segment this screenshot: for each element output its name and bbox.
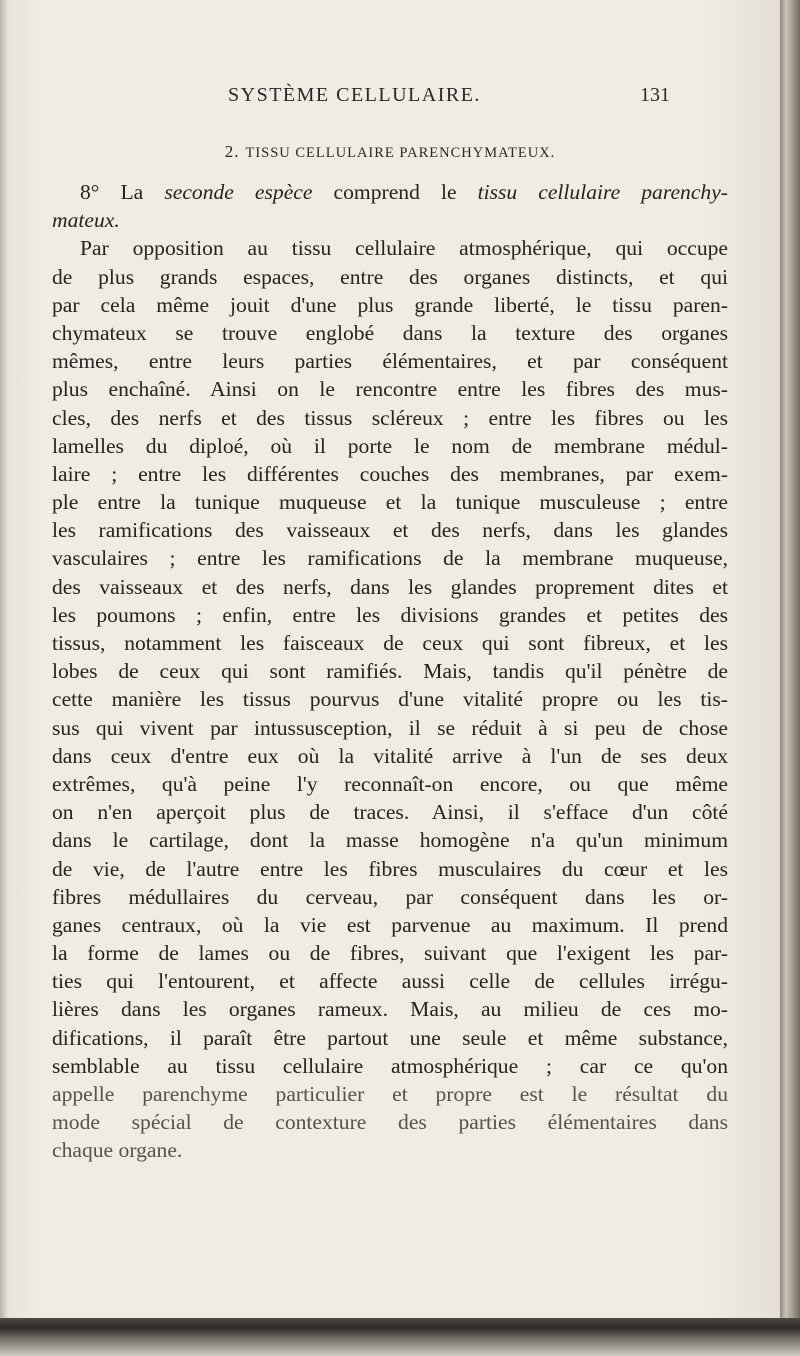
paragraph-line: Par opposition au tissu cellulaire atmosphérique, qui occupe	[80, 236, 728, 261]
paragraph-line: dans le cartilage, dont la masse homogène n'a qu'un minimum	[52, 828, 728, 853]
paragraph-line: extrêmes, qu'à peine l'y reconnaît-on encore, ou que même	[52, 771, 728, 796]
paragraph-line: sus qui vivent par intussusception, il se réduit à si peu de chose	[52, 715, 728, 740]
para1-prefix: 8° La	[80, 180, 165, 204]
paragraph-line: par cela même jouit d'une plus grande liberté, le tissu paren-	[52, 292, 728, 317]
section-number: 2.	[224, 142, 240, 161]
paragraph-line: cette manière les tissus pourvus d'une vitalité propre ou les tis-	[52, 687, 728, 712]
paragraph-line: lobes de ceux qui sont ramifiés. Mais, tandis qu'il pénètre de	[52, 659, 728, 684]
paragraph-line: mêmes, entre leurs parties élémentaires, et par conséquent	[52, 349, 728, 374]
paragraph-line: laire ; entre les différentes couches des membranes, par exem-	[52, 461, 728, 486]
page-bottom-edge	[0, 1318, 800, 1356]
paragraph-line: fibres médullaires du cerveau, par conséquent dans les or-	[52, 884, 728, 909]
paragraph-line: des vaisseaux et des nerfs, dans les glandes proprement dites et	[52, 574, 728, 599]
paragraph-line: ple entre la tunique muqueuse et la tunique musculeuse ; entre	[52, 490, 728, 515]
book-gutter	[780, 0, 800, 1356]
paragraph-line: la forme de lames ou de fibres, suivant que l'exigent les par-	[52, 941, 728, 966]
paragraph-line: semblable au tissu cellulaire atmosphérique ; car ce qu'on	[52, 1053, 728, 1078]
paragraph-line: lières dans les organes rameux. Mais, au milieu de ces mo-	[52, 997, 728, 1022]
paragraph-line: vasculaires ; entre les ramifications de la membrane muqueuse,	[52, 546, 728, 571]
page-number: 131	[640, 84, 670, 106]
paragraph-line: difications, il paraît être partout une seule et même substance,	[52, 1025, 728, 1050]
term-tissu-parenchymateux: tissu cellulaire parenchy-	[477, 180, 728, 204]
paragraph-line: chaque organe.	[52, 1138, 183, 1163]
section-heading	[0, 142, 780, 162]
body-text	[52, 178, 728, 1165]
paragraph-line: les poumons ; enfin, entre les divisions grandes et petites des	[52, 602, 728, 627]
paragraph-line: ties qui l'entourent, et affecte aussi celle de cellules irrégu-	[52, 969, 728, 994]
paragraph-line: de vie, de l'autre entre les fibres musculaires du cœur et les	[52, 856, 728, 881]
paragraph-line: plus enchaîné. Ainsi on le rencontre entre les fibres des mus-	[52, 377, 728, 402]
paragraph-line: cles, des nerfs et des tissus scléreux ; entre les fibres ou les	[52, 405, 728, 430]
paragraph-line: appelle parenchyme particulier et propre est le résultat du	[52, 1082, 728, 1106]
paragraph-line: dans ceux d'entre eux où la vitalité arrive à l'un de ses deux	[52, 743, 728, 768]
para1-middle: comprend le	[312, 180, 478, 204]
paragraph-line: de plus grands espaces, entre des organes distincts, et qui	[52, 264, 728, 289]
running-head	[0, 84, 780, 114]
paragraph-line: on n'en aperçoit plus de traces. Ainsi, il s'efface d'un côté	[52, 800, 728, 825]
running-title: SYSTÈME CELLULAIRE.	[228, 84, 481, 106]
term-seconde-espece: seconde espèce	[164, 180, 313, 204]
term-mateux: mateux.	[52, 208, 120, 233]
section-title: TISSU CELLULAIRE PARENCHYMATEUX.	[245, 145, 556, 161]
page-left-shadow	[0, 0, 8, 1318]
paragraph-line	[52, 206, 728, 234]
paragraph-line: les ramifications des vaisseaux et des nerfs, dans les glandes	[52, 518, 728, 543]
paragraph-line: tissus, notamment les faisceaux de ceux qui sont fibreux, et les	[52, 631, 728, 655]
paragraph-line	[52, 178, 728, 206]
paragraph-line: ganes centraux, où la vie est parvenue au maximum. Il prend	[52, 912, 728, 937]
paragraph-line: lamelles du diploé, où il porte le nom de membrane médul-	[52, 433, 728, 458]
paragraph-line: mode spécial de contexture des parties élémentaires dans	[52, 1110, 728, 1135]
paragraph-line: chymateux se trouve englobé dans la texture des organes	[52, 320, 728, 345]
